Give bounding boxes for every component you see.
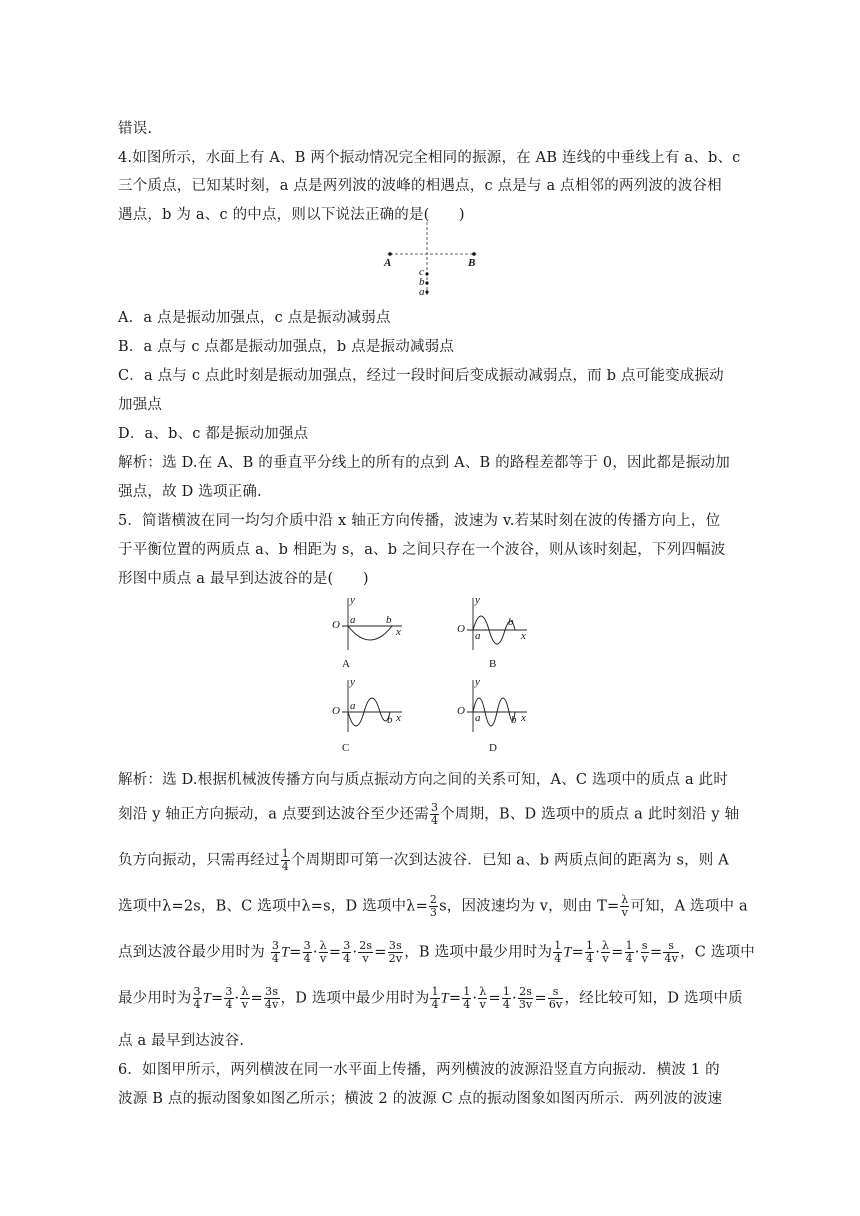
origin-label: O [332, 705, 340, 717]
label-a: a [419, 286, 425, 298]
y-axis-label: y [475, 594, 480, 606]
point-b-label: b [387, 714, 393, 726]
wave-figure-D [455, 676, 535, 754]
x-axis-label: x [521, 712, 526, 724]
label-A: A [384, 257, 392, 269]
x-axis-label: x [396, 712, 401, 724]
point-b [425, 281, 428, 284]
wave-figure-B [455, 594, 535, 670]
point-b-label: b [508, 616, 514, 628]
wave-figure-C [330, 676, 410, 754]
origin-label: O [457, 705, 465, 717]
question-5-text: 5．简谐横波在同一均匀介质中沿 x 轴正方向传播，波速为 v.若某时刻在波的传播方向上，位 [118, 513, 721, 529]
label-c: c [419, 266, 424, 278]
option-D: D．a、b、c 都是振动加强点 [118, 426, 309, 442]
fraction-one-quarter: $\frac{1}{4}$ [281, 847, 289, 873]
question-5-text: 于平衡位置的两质点 a、b 相距为 s，a、b 之间只存在一个波谷，则从该时刻起，下列四幅波 [118, 542, 726, 558]
y-axis-label: y [350, 594, 355, 606]
question-5-text: 形图中质点 a 最早到达波谷的是( ) [118, 571, 369, 587]
text-segment: 刻沿 y 轴正方向振动，a 点要到达波谷至少还需 [118, 806, 429, 823]
fraction: $\frac{3}{4}$ [271, 939, 280, 965]
answer-5-line6: 最少用时为 $\frac{3}{4}$ T= $\frac{3}{4}$ · $\frac{\lambda}{v}$ = $\frac{3s}{4v}$ ，D 选项中最少用时为 $\frac{1}{4}$ T= $\frac{1}{4}$ · $\frac{\lambda}{v}$ = $\frac{1}{4}$ · $\frac{2s}{3v}$ = $\frac{s}{6v}$ ，经比较可知，D 选项中质 [118, 985, 743, 1011]
answer-5-text: 点 a 最早到达波谷. [118, 1033, 245, 1049]
point-a [425, 290, 428, 293]
text-line: 错误. [118, 121, 153, 137]
origin-label: O [332, 619, 340, 631]
answer-5-line2 [118, 802, 739, 827]
answer-4-text: 强点，故 D 选项正确. [118, 484, 262, 500]
text-segment: 个周期即可第一次到达波谷．已知 a、b 两质点间的距离为 s，则 A [290, 852, 729, 869]
origin-label: O [457, 623, 465, 635]
fraction-two-thirds: $\frac{2}{3}$ [429, 893, 438, 919]
y-axis-label: y [475, 676, 480, 688]
text-segment: 选项中λ=2s，B、C 选项中λ=s，D 选项中λ= [118, 898, 428, 915]
question-4-text: 三个质点，已知某时刻，a 点是两列波的波峰的相遇点，c 点是与 a 点相邻的两列波的波谷相 [118, 178, 722, 194]
fraction-lambda-v: $\frac{\lambda}{v}$ [621, 893, 629, 919]
y-axis-label: y [350, 676, 355, 688]
figure-label-A: A [342, 658, 350, 670]
point-a-label: a [475, 712, 481, 724]
question-4-text: 4.如图所示，水面上有 A、B 两个振动情况完全相同的振源，在 AB 连线的中垂线上有 a、b、c [118, 150, 741, 166]
answer-5-text: 解析：选 D.根据机械波传播方向与质点振动方向之间的关系可知，A、C 选项中的质点 a 此时 [118, 772, 729, 788]
answer-5-line3 [118, 848, 729, 873]
option-A: A．a 点是振动加强点，c 点是振动减弱点 [118, 310, 391, 326]
point-b-label: b [511, 714, 517, 726]
text-segment: 负方向振动，只需再经过 [118, 852, 280, 869]
text-segment: 个周期，B、D 选项中的质点 a 此时刻沿 y 轴 [440, 806, 740, 823]
question-6-text: 波源 B 点的振动图象如图乙所示；横波 2 的波源 C 点的振动图象如图丙所示．两列波的波速 [118, 1091, 723, 1107]
text-segment: 可知，A 选项中 a [630, 898, 748, 915]
answer-5-line5: 点到达波谷最少用时为 $\frac{3}{4}$ T= $\frac{3}{4}$ · $\frac{\lambda}{v}$ = $\frac{3}{4}$ · $\frac{2s}{v}$ = $\frac{3s}{2v}$ ，B 选项中最少用时为 $\frac{1}{4}$ T= $\frac{1}{4}$ · $\frac{\lambda}{v}$ = $\frac{1}{4}$ · $\frac{s}{v}$ = $\frac{s}{4v}$ ，C 选项中 [118, 939, 755, 965]
question-4-text: 遇点，b 为 a、c 的中点，则以下说法正确的是( ) [118, 207, 465, 223]
label-b: b [419, 276, 425, 288]
point-a-label: a [350, 614, 356, 626]
point-c [425, 272, 428, 275]
option-C: C．a 点与 c 点此时刻是振动加强点，经过一段时间后变成振动减弱点，而 b 点可能变成振动 [118, 368, 724, 384]
wave-figure-A [330, 594, 410, 670]
option-C-cont: 加强点 [118, 397, 163, 413]
figure-label-C: C [342, 742, 350, 754]
text-segment: s，因波速均为 v，则由 T= [439, 898, 620, 915]
point-A [388, 252, 392, 256]
answer-4-text: 解析：选 D.在 A、B 的垂直平分线上的所有的点到 A、B 的路程差都等于 0，因此都是振动加 [118, 455, 730, 471]
label-B: B [468, 257, 476, 269]
point-a-label: a [475, 630, 481, 642]
question-6-text: 6．如图甲所示，两列横波在同一水平面上传播，两列横波的波源沿竖直方向振动．横波 1 的 [118, 1062, 720, 1078]
fraction-three-quarter: $\frac{3}{4}$ [430, 801, 439, 827]
option-B: B．a 点与 c 点都是振动加强点，b 点是振动减弱点 [118, 339, 455, 355]
point-b-label: b [386, 614, 392, 626]
x-axis-label: x [396, 626, 401, 638]
point-B [472, 252, 476, 256]
answer-5-line4 [118, 894, 748, 919]
figure-label-B: B [489, 658, 497, 670]
x-axis-label: x [521, 630, 526, 642]
figure-q4 [380, 222, 490, 302]
figure-label-D: D [489, 742, 497, 754]
point-a-label: a [350, 700, 356, 712]
